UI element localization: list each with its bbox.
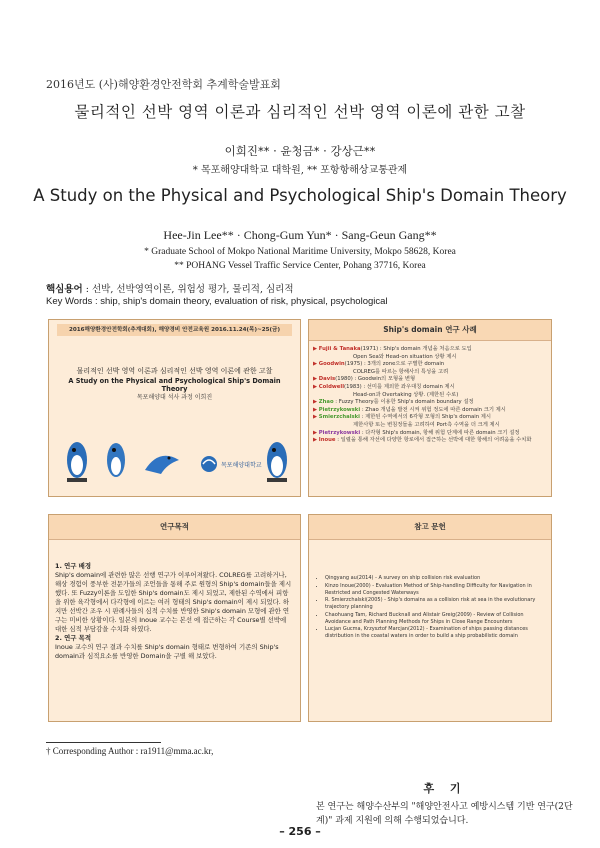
poster-history-panel <box>308 319 552 497</box>
history-item-text: : 다각형 Ship's domain, 항해 위험 단계에 따른 domain 크기 설정 <box>360 429 520 436</box>
history-item-name: Fujii & Tanaka <box>318 346 361 352</box>
purpose-content <box>55 562 292 661</box>
history-item-name: Coldwell <box>318 383 345 390</box>
conference-header: 2016년도 (사)해양환경안전학회 추계학술발표회 <box>46 78 281 91</box>
page-title-english: A Study on the Physical and Psychological Ship's Domain Theory <box>33 186 567 205</box>
history-item-sub: Head-on과 Overtaking 상황. (제한된 수로) <box>353 391 459 398</box>
references-heading: 참고 문헌 <box>309 515 551 540</box>
history-item-text: (1980) : Goodwin의 모형을 변형 <box>335 376 416 383</box>
university-logo-icon <box>201 456 217 472</box>
triangle-bullet-icon: ▶ <box>313 406 319 413</box>
history-item-name: Pietrzykowski <box>318 429 361 436</box>
history-item-name: Pietrzykowski <box>318 406 361 413</box>
triangle-bullet-icon: ▶ <box>313 429 319 436</box>
boat-mascot-icon <box>107 443 125 477</box>
history-item <box>313 437 547 445</box>
triangle-bullet-icon: ▶ <box>313 383 319 390</box>
history-item-text: : 제한된 수역에서의 6각형 모형의 Ship's domain 제시 <box>360 414 491 421</box>
history-item <box>313 430 547 438</box>
keywords-english-label: Key Words <box>46 296 93 307</box>
keywords-english <box>46 296 388 307</box>
triangle-bullet-icon: ▶ <box>313 399 319 406</box>
purpose-section-2-title: 2. 연구 목적 <box>55 634 92 642</box>
poster-title-panel <box>48 319 301 497</box>
purpose-heading: 연구목적 <box>49 515 300 540</box>
reference-item: • R. Smierzchalski(2005) - Ship's domains as a collision risk at sea in the evolutionary trajectory planning <box>325 597 543 611</box>
triangle-bullet-icon: ▶ <box>313 376 319 383</box>
page-number: – 256 – <box>279 825 321 838</box>
history-item <box>313 361 547 369</box>
poster-banner: 2016해양환경안전학회(추계대회), 해양경비 안전교육원 2016.11.24(목)~25(금) <box>57 324 292 336</box>
history-item-sub: 제한사항 또는 변침정들을 고려하여 Port측 수역을 더 크게 제시 <box>353 421 500 428</box>
keywords-korean <box>46 281 294 295</box>
history-item-name: Smierzchalski <box>318 414 360 421</box>
triangle-bullet-icon: ▶ <box>313 346 319 352</box>
dolphin-mascot-icon <box>67 442 87 482</box>
keywords-english-text: : ship, ship's domain theory, evaluation of risk, physical, psychological <box>94 296 388 307</box>
poster-purpose-panel <box>48 514 301 722</box>
keywords-korean-text: : 선박, 선박영역이론, 위험성 평가, 물리적, 심리적 <box>85 284 294 295</box>
authors-english: Hee-Jin Lee** · Chong-Gum Yun* · Sang-Geun Gang** <box>163 228 437 242</box>
history-item-sub: COLREG를 따르는 항해사의 특성을 고려 <box>353 368 449 375</box>
history-item-sub: Open Sea와 Head-on situation 상황 제시 <box>353 353 457 360</box>
footnote-divider <box>46 742 161 743</box>
affiliation-korean: * 목포해양대학교 대학원, ** 포항항해상교통관제 <box>192 165 408 176</box>
history-item-text: (1975) : 3개의 zone으로 구별한 domain <box>344 361 445 368</box>
history-item-text: (1971) : Ship's domain 개념을 처음으로 도입 <box>360 346 472 352</box>
purpose-section-1-title: 1. 연구 배경 <box>55 562 92 570</box>
triangle-bullet-icon: ▶ <box>313 361 319 368</box>
purpose-section-1-body: Ship's domain에 관련한 많은 선행 연구가 이루어져왔다. COLREG를 고려하거나, 해상 경험이 풍부한 전문가들의 조언들을 통해 주로 원형의 Ship's domain들을 제시했다. 또 Fuzzy이론을 도입한 Ship's domain도 제시 되었고, 제한된 수역에서 피항을 위한 육각형에서 다각형에 이르는 여러 형태의 Ship's domain이 제시 되었다. 하지만 선박간 조우 시 판례사들의 심적 수치를 반영한 Ship's domain 모형에 관한 연구는 미비한 상황이다. 일본의 Inoue 교수는 본선 에 접근하는 각 Course별 선박에 대한 심적 부담감을 수치화 하였다. <box>55 571 292 633</box>
history-item-name: Inoue <box>318 437 336 444</box>
afterword-text: 본 연구는 해양수산부의 "해양안전사고 예방시스템 기반 연구(2단계)" 과제 지원에 의해 수행되었습니다. <box>316 802 573 826</box>
history-item-name: Davis <box>318 376 336 383</box>
corresponding-author-footnote: † Corresponding Author : ra1911@mma.ac.kr, <box>46 746 214 756</box>
history-item-name: Zhao <box>318 399 334 406</box>
reference-item: • Kinzo Inoue(2000) - Evaluation Method of Ship-handling Difficulty for Navigation in Restricted and Congested Waterways <box>325 583 543 597</box>
history-item <box>313 376 547 384</box>
history-item-text: : 일렬을 통해 자선에 다양한 항로에서 접근하는 선박에 대한 항해의 어려움을 수치화 <box>335 437 532 444</box>
sailor-mascot-icon <box>267 442 287 482</box>
university-mascots-image <box>59 430 294 496</box>
affiliation-english-1: * Graduate School of Mokpo National Maritime University, Mokpo 58628, Korea <box>144 247 456 257</box>
history-item-text: : Zhao 개념을 발전 시켜 위험 정도에 따른 domain 크기 제시 <box>360 406 506 413</box>
authors-korean: 이희진** · 윤청금* · 강상근** <box>224 144 376 158</box>
history-item-name: Goodwin <box>318 361 345 368</box>
afterword-title: 후 기 <box>423 782 467 795</box>
history-item <box>313 384 547 392</box>
poster-references-panel <box>308 514 552 722</box>
page-title-korean: 물리적인 선박 영역 이론과 심리적인 선박 영역 이론에 관한 고찰 <box>74 103 526 121</box>
poster-author: 목포해양대 석사 과정 이희진 <box>136 394 213 401</box>
reference-item: • Lucjan Gucma, Krzysztof Marcjan(2012) - Examination of ships passing distances distribution in the coastal waters in order to build a ship probabilistic domain <box>325 626 543 640</box>
history-heading: Ship's domain 연구 사례 <box>309 320 551 341</box>
reference-item: • Qingyang au(2014) - A survey on ship collision risk evaluation <box>325 575 543 582</box>
purpose-section-2-body: Inoue 교수의 연구 결과 수치를 Ship's domain 형태로 변형하여 기존의 Ship's domain과 심적요소를 반영한 Domain을 구별 해 보았다. <box>55 643 279 660</box>
history-list <box>313 346 547 445</box>
history-item-text: : Fuzzy Theory를 이용한 Ship's domain boundary 설정 <box>333 399 474 406</box>
history-item-text: (1983) : 선미를 제외한 좌우대칭 domain 제시 <box>344 383 455 390</box>
reference-item: • Chaohuang Tam, Richard Bucknall and Alistair Greig(2009) - Review of Collision Avoidance and Path Planning Methods for Ships in Close Range Encounters <box>325 612 543 626</box>
triangle-bullet-icon: ▶ <box>313 437 319 444</box>
history-item <box>313 414 547 422</box>
dolphin-swimming-icon <box>145 456 179 474</box>
poster-title-korean: 물리적인 선박 영역 이론과 심리적인 선박 영역 이론에 관한 고찰 <box>76 367 273 375</box>
triangle-bullet-icon: ▶ <box>313 414 319 421</box>
keywords-korean-label: 핵심용어 <box>46 284 83 295</box>
affiliation-english-2: ** POHANG Vessel Traffic Service Center, Pohang 37716, Korea <box>174 261 426 271</box>
history-item <box>313 346 547 354</box>
references-list <box>315 575 543 641</box>
history-item <box>313 399 547 407</box>
university-logo-text: 목포해양대학교 <box>221 462 262 469</box>
poster-title-english: A Study on the Physical and Psychological Ship's Domain Theory <box>68 377 281 393</box>
